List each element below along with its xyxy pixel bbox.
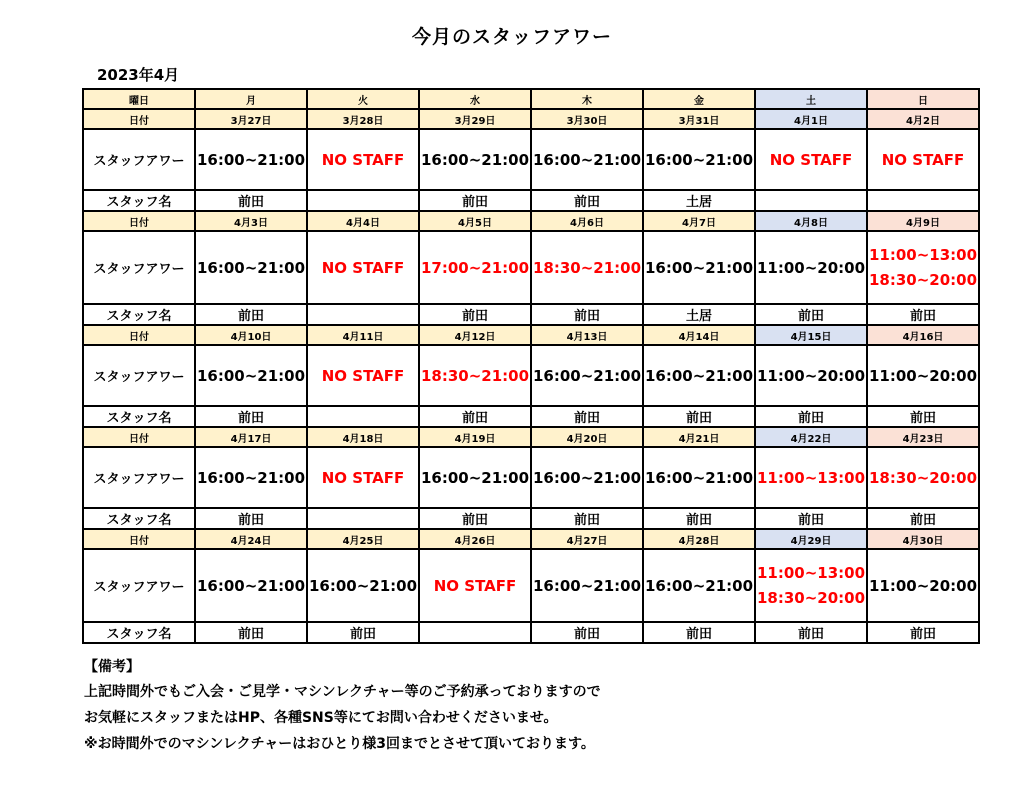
hours-cell xyxy=(195,549,307,622)
hours-text: 16:00~21:00 xyxy=(420,468,530,487)
hours-cell xyxy=(531,447,643,508)
staff-cell: 前田 xyxy=(531,304,643,325)
hours-text: 16:00~21:00 xyxy=(196,576,306,595)
date-cell: 4月11日 xyxy=(307,325,419,345)
staff-label: スタッフ名 xyxy=(83,508,195,529)
date-cell: 4月2日 xyxy=(867,109,979,129)
date-label: 日付 xyxy=(83,529,195,549)
staff-label: スタッフ名 xyxy=(83,304,195,325)
date-cell: 4月10日 xyxy=(195,325,307,345)
hours-text: 11:00~13:00 xyxy=(756,563,866,582)
date-cell: 4月1日 xyxy=(755,109,867,129)
hours-text: 16:00~21:00 xyxy=(532,150,642,169)
hours-text: 16:00~21:00 xyxy=(196,150,306,169)
staff-cell xyxy=(755,190,867,211)
hours-row xyxy=(83,549,979,622)
staff-row xyxy=(83,304,979,325)
hours-text: 11:00~13:00 xyxy=(868,245,978,264)
staff-cell: 前田 xyxy=(419,406,531,427)
hours-cell xyxy=(307,345,419,406)
hours-cell xyxy=(755,549,867,622)
hours-cell xyxy=(643,129,755,190)
hours-text: 16:00~21:00 xyxy=(644,366,754,385)
hours-cell xyxy=(531,345,643,406)
hours-cell xyxy=(643,549,755,622)
staff-cell: 前田 xyxy=(531,622,643,643)
hours-text: 16:00~21:00 xyxy=(532,576,642,595)
hours-text: NO STAFF xyxy=(321,150,405,169)
hours-cell xyxy=(867,345,979,406)
date-cell: 4月30日 xyxy=(867,529,979,549)
date-cell: 4月23日 xyxy=(867,427,979,447)
date-cell: 3月27日 xyxy=(195,109,307,129)
staff-row xyxy=(83,508,979,529)
hours-label: スタッフアワー xyxy=(83,447,195,508)
date-label: 日付 xyxy=(83,211,195,231)
date-cell: 4月7日 xyxy=(643,211,755,231)
hours-cell xyxy=(643,231,755,304)
staff-cell: 前田 xyxy=(419,304,531,325)
hours-cell xyxy=(195,345,307,406)
hours-row xyxy=(83,231,979,304)
hours-cell xyxy=(867,129,979,190)
staff-cell: 前田 xyxy=(419,190,531,211)
weekday-fri: 金 xyxy=(643,89,755,109)
hours-text: 18:30~20:00 xyxy=(868,468,978,487)
hours-text: 16:00~21:00 xyxy=(196,468,306,487)
hours-cell xyxy=(531,231,643,304)
date-cell: 4月21日 xyxy=(643,427,755,447)
date-cell: 4月4日 xyxy=(307,211,419,231)
staff-cell: 前田 xyxy=(195,406,307,427)
notes-line: 上記時間外でもご入会・ご見学・マシンレクチャー等のご予約承っておりますので xyxy=(84,684,601,700)
date-row xyxy=(83,109,979,129)
staff-cell: 前田 xyxy=(307,622,419,643)
staff-cell: 前田 xyxy=(867,406,979,427)
hours-text: 16:00~21:00 xyxy=(644,576,754,595)
staff-row xyxy=(83,190,979,211)
staff-cell xyxy=(419,622,531,643)
staff-cell xyxy=(307,304,419,325)
hours-cell xyxy=(419,129,531,190)
staff-cell: 前田 xyxy=(195,508,307,529)
date-cell: 4月27日 xyxy=(531,529,643,549)
staff-cell: 前田 xyxy=(195,622,307,643)
staff-cell: 前田 xyxy=(643,508,755,529)
hours-cell xyxy=(419,231,531,304)
staff-cell: 土居 xyxy=(643,304,755,325)
staff-cell xyxy=(307,190,419,211)
date-cell: 3月30日 xyxy=(531,109,643,129)
hours-row xyxy=(83,129,979,190)
hours-text: 16:00~21:00 xyxy=(644,468,754,487)
date-cell: 4月25日 xyxy=(307,529,419,549)
hours-cell xyxy=(307,447,419,508)
hours-cell xyxy=(307,129,419,190)
date-row xyxy=(83,211,979,231)
hours-text: 16:00~21:00 xyxy=(644,258,754,277)
date-cell: 3月28日 xyxy=(307,109,419,129)
hours-cell xyxy=(419,447,531,508)
staff-cell: 前田 xyxy=(755,508,867,529)
date-cell: 4月28日 xyxy=(643,529,755,549)
hours-cell xyxy=(307,549,419,622)
staff-cell: 前田 xyxy=(419,508,531,529)
date-cell: 4月13日 xyxy=(531,325,643,345)
date-cell: 4月29日 xyxy=(755,529,867,549)
hours-cell xyxy=(867,447,979,508)
hours-cell xyxy=(755,231,867,304)
hours-text: NO STAFF xyxy=(769,150,853,169)
date-cell: 4月9日 xyxy=(867,211,979,231)
hours-cell xyxy=(755,447,867,508)
staff-label: スタッフ名 xyxy=(83,190,195,211)
staff-row xyxy=(83,622,979,643)
date-cell: 4月3日 xyxy=(195,211,307,231)
weekday-sun: 日 xyxy=(867,89,979,109)
hours-text: NO STAFF xyxy=(321,258,405,277)
hours-cell xyxy=(867,549,979,622)
weekday-wed: 水 xyxy=(419,89,531,109)
date-cell: 4月22日 xyxy=(755,427,867,447)
date-cell: 4月17日 xyxy=(195,427,307,447)
date-cell: 4月5日 xyxy=(419,211,531,231)
date-row xyxy=(83,325,979,345)
staff-row xyxy=(83,406,979,427)
staff-cell: 前田 xyxy=(195,190,307,211)
staff-cell: 前田 xyxy=(867,304,979,325)
month-label: 2023年4月 xyxy=(97,66,180,84)
date-cell: 4月6日 xyxy=(531,211,643,231)
date-cell: 4月20日 xyxy=(531,427,643,447)
staff-cell: 前田 xyxy=(531,190,643,211)
notes-line: ※お時間外でのマシンレクチャーはおひとり様3回までとさせて頂いております。 xyxy=(84,736,595,752)
staff-cell: 前田 xyxy=(643,622,755,643)
hours-text: 18:30~21:00 xyxy=(532,258,642,277)
staff-cell: 土居 xyxy=(643,190,755,211)
date-cell: 4月19日 xyxy=(419,427,531,447)
hours-row xyxy=(83,447,979,508)
hours-cell xyxy=(755,345,867,406)
weekday-tue: 火 xyxy=(307,89,419,109)
staff-cell: 前田 xyxy=(867,622,979,643)
hours-text: 18:30~20:00 xyxy=(756,588,866,607)
staff-cell xyxy=(307,508,419,529)
hours-label: スタッフアワー xyxy=(83,231,195,304)
hours-cell xyxy=(531,129,643,190)
hours-text: NO STAFF xyxy=(321,366,405,385)
date-label: 日付 xyxy=(83,325,195,345)
hours-text: 16:00~21:00 xyxy=(308,576,418,595)
staff-cell: 前田 xyxy=(531,508,643,529)
date-cell: 4月24日 xyxy=(195,529,307,549)
staff-cell xyxy=(307,406,419,427)
date-cell: 3月29日 xyxy=(419,109,531,129)
hours-text: NO STAFF xyxy=(433,576,517,595)
hours-text: 17:00~21:00 xyxy=(420,258,530,277)
date-cell: 4月14日 xyxy=(643,325,755,345)
date-label: 日付 xyxy=(83,109,195,129)
schedule-table xyxy=(82,88,980,644)
hours-cell xyxy=(419,345,531,406)
page-title: 今月のスタッフアワー xyxy=(411,26,612,48)
date-cell: 3月31日 xyxy=(643,109,755,129)
weekday-thu: 木 xyxy=(531,89,643,109)
staff-cell: 前田 xyxy=(195,304,307,325)
staff-cell: 前田 xyxy=(755,304,867,325)
hours-cell xyxy=(195,231,307,304)
date-cell: 4月15日 xyxy=(755,325,867,345)
hours-text: 11:00~20:00 xyxy=(756,258,866,277)
weekday-sat: 土 xyxy=(755,89,867,109)
staff-label: スタッフ名 xyxy=(83,622,195,643)
hours-cell xyxy=(643,447,755,508)
hours-text: 11:00~20:00 xyxy=(868,576,978,595)
hours-cell xyxy=(643,345,755,406)
hours-label: スタッフアワー xyxy=(83,345,195,406)
date-label: 日付 xyxy=(83,427,195,447)
staff-cell: 前田 xyxy=(643,406,755,427)
weekday-header-row xyxy=(83,89,979,109)
hours-text: NO STAFF xyxy=(881,150,965,169)
hours-cell xyxy=(867,231,979,304)
staff-cell xyxy=(867,190,979,211)
notes-line: お気軽にスタッフまたはHP、各種SNS等にてお問い合わせくださいませ。 xyxy=(84,710,558,726)
hours-cell xyxy=(755,129,867,190)
hours-cell xyxy=(419,549,531,622)
hours-label: スタッフアワー xyxy=(83,129,195,190)
hours-text: 11:00~20:00 xyxy=(756,366,866,385)
date-cell: 4月12日 xyxy=(419,325,531,345)
hours-text: 16:00~21:00 xyxy=(532,366,642,385)
hours-text: 18:30~20:00 xyxy=(868,270,978,289)
hours-label: スタッフアワー xyxy=(83,549,195,622)
date-cell: 4月8日 xyxy=(755,211,867,231)
weekday-mon: 月 xyxy=(195,89,307,109)
staff-label: スタッフ名 xyxy=(83,406,195,427)
date-cell: 4月18日 xyxy=(307,427,419,447)
hours-text: 16:00~21:00 xyxy=(644,150,754,169)
hours-cell xyxy=(531,549,643,622)
staff-cell: 前田 xyxy=(867,508,979,529)
hours-row xyxy=(83,345,979,406)
date-row xyxy=(83,427,979,447)
notes-section xyxy=(84,655,601,757)
staff-cell: 前田 xyxy=(531,406,643,427)
date-row xyxy=(83,529,979,549)
hours-cell xyxy=(195,129,307,190)
hours-text: 16:00~21:00 xyxy=(196,366,306,385)
date-cell: 4月26日 xyxy=(419,529,531,549)
staff-cell: 前田 xyxy=(755,622,867,643)
hours-text: 11:00~20:00 xyxy=(868,366,978,385)
staff-cell: 前田 xyxy=(755,406,867,427)
notes-heading: 【備考】 xyxy=(84,659,140,675)
hours-cell xyxy=(195,447,307,508)
hours-text: 16:00~21:00 xyxy=(196,258,306,277)
hours-text: 18:30~21:00 xyxy=(420,366,530,385)
weekday-label: 曜日 xyxy=(83,89,195,109)
hours-text: NO STAFF xyxy=(321,468,405,487)
hours-text: 16:00~21:00 xyxy=(532,468,642,487)
date-cell: 4月16日 xyxy=(867,325,979,345)
hours-cell xyxy=(307,231,419,304)
hours-text: 11:00~13:00 xyxy=(756,468,866,487)
hours-text: 16:00~21:00 xyxy=(420,150,530,169)
